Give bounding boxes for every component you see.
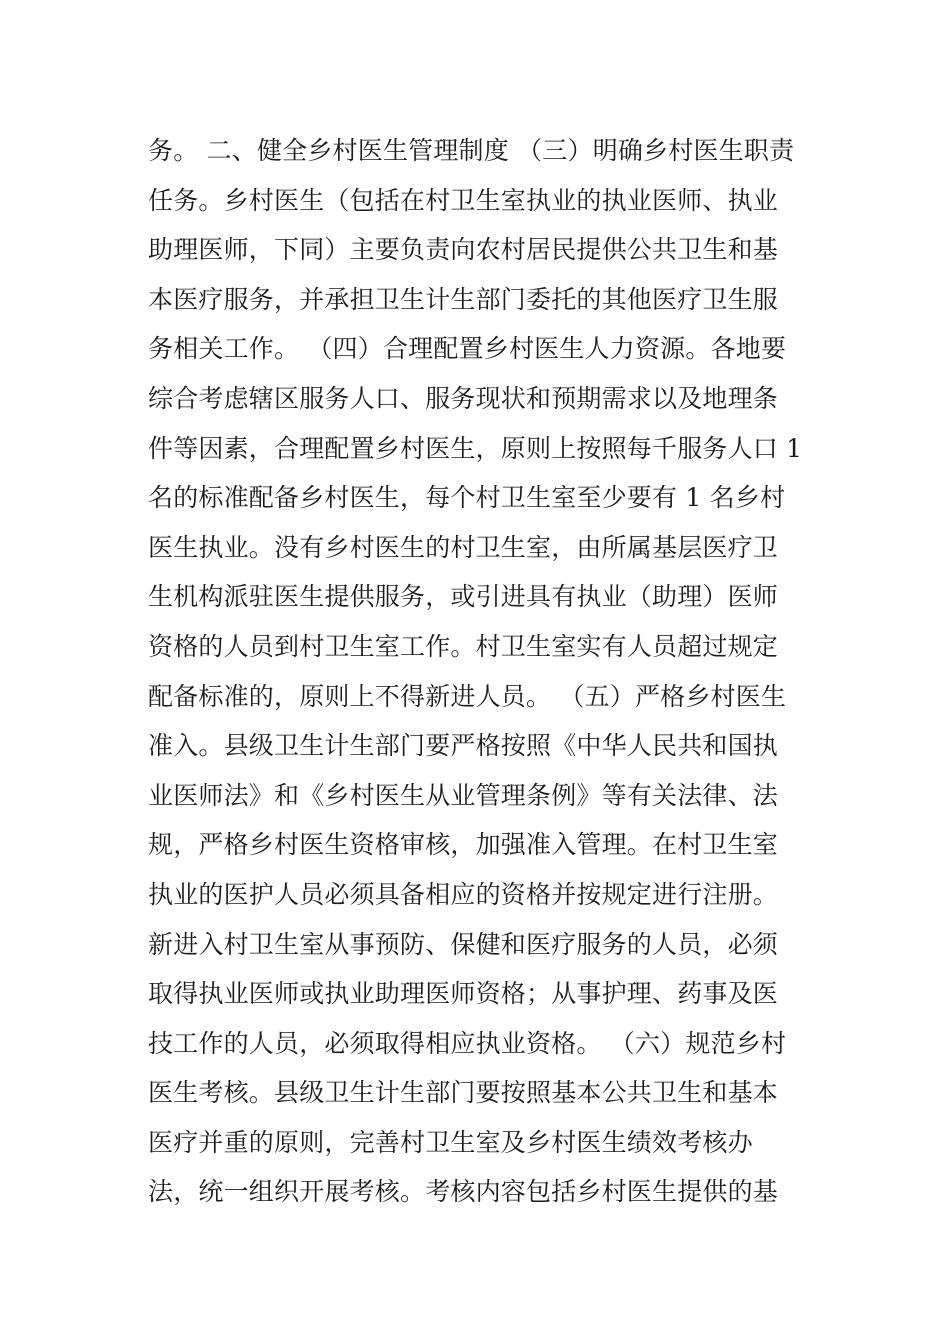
text-line: 务相关工作。 （四）合理配置乡村医生人力资源。各地要 bbox=[148, 334, 787, 364]
text-line: 任务。乡村医生（包括在村卫生室执业的执业医师、执业 bbox=[148, 185, 779, 215]
text-line: 准入。县级卫生计生部门要严格按照《中华人民共和国执 bbox=[148, 731, 779, 761]
text-line: 助理医师，下同）主要负责向农村居民提供公共卫生和基 bbox=[148, 235, 779, 265]
text-line: 医生考核。县级卫生计生部门要按照基本公共卫生和基本 bbox=[148, 1078, 779, 1108]
text-line: 取得执业医师或执业助理医师资格；从事护理、药事及医 bbox=[148, 979, 779, 1009]
text-line: 技工作的人员，必须取得相应执业资格。 （六）规范乡村 bbox=[148, 1028, 787, 1058]
text-line: 规，严格乡村医生资格审核，加强准入管理。在村卫生室 bbox=[148, 830, 779, 860]
text-line: 配备标准的，原则上不得新进人员。 （五）严格乡村医生 bbox=[148, 681, 787, 711]
text-line: 本医疗服务，并承担卫生计生部门委托的其他医疗卫生服 bbox=[148, 284, 779, 314]
text-line: 业医师法》和《乡村医生从业管理条例》等有关法律、法 bbox=[148, 780, 779, 810]
text-line: 执业的医护人员必须具备相应的资格并按规定进行注册。 bbox=[148, 879, 779, 909]
text-line: 生机构派驻医生提供服务，或引进具有执业（助理）医师 bbox=[148, 582, 779, 612]
text-line: 名的标准配备乡村医生，每个村卫生室至少要有 1 名乡村 bbox=[148, 483, 786, 513]
text-line: 新进入村卫生室从事预防、保健和医疗服务的人员，必须 bbox=[148, 929, 779, 959]
body-text bbox=[148, 126, 828, 1217]
text-line: 件等因素，合理配置乡村医生，原则上按照每千服务人口 1 bbox=[148, 433, 803, 463]
text-line: 医生执业。没有乡村医生的村卫生室，由所属基层医疗卫 bbox=[148, 532, 779, 562]
text-line: 资格的人员到村卫生室工作。村卫生室实有人员超过规定 bbox=[148, 631, 779, 661]
text-line: 医疗并重的原则，完善村卫生室及乡村医生绩效考核办 bbox=[148, 1127, 753, 1157]
text-line: 务。 二、健全乡村医生管理制度 （三）明确乡村医生职责 bbox=[148, 136, 795, 165]
text-line: 法，统一组织开展考核。考核内容包括乡村医生提供的基 bbox=[148, 1177, 779, 1207]
text-line: 综合考虑辖区服务人口、服务现状和预期需求以及地理条 bbox=[148, 383, 779, 413]
